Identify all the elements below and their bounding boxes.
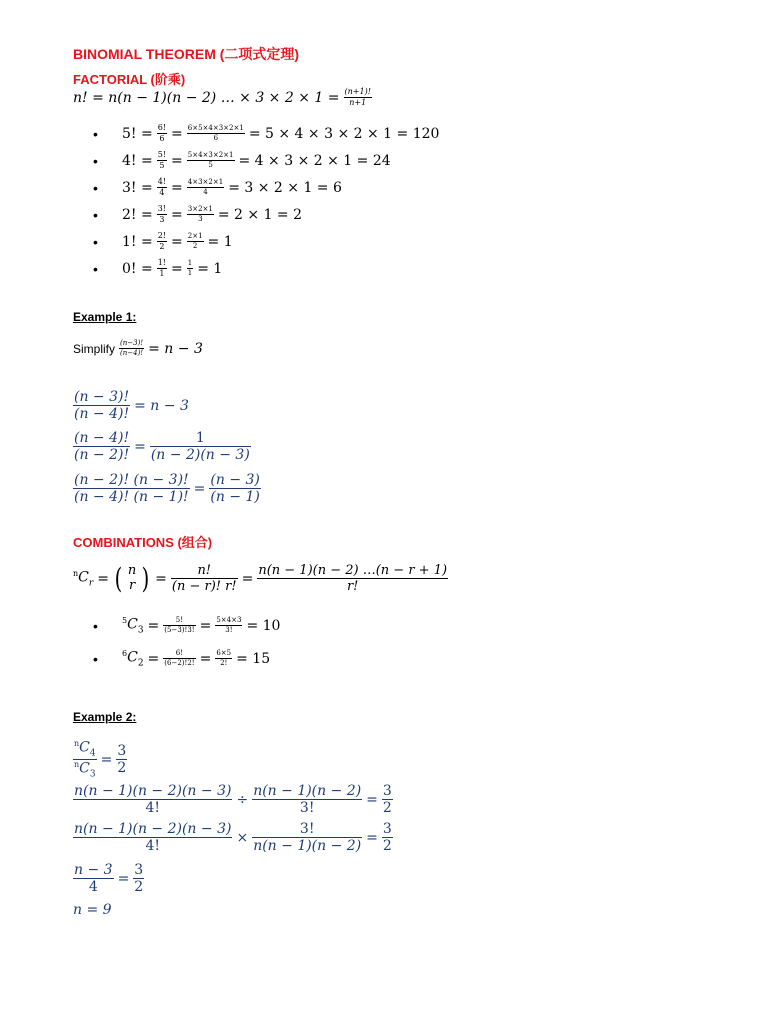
combination-symbol: $^6C_2$ <box>122 649 144 669</box>
factorial-item-rhs: = 3 × 2 × 1 = 6 <box>228 179 342 196</box>
comb-def-c: C <box>78 569 89 586</box>
ex2-l3-rnum: 3 <box>382 821 392 837</box>
fraction-den: 2! <box>220 659 228 668</box>
factorial-item <box>93 259 222 278</box>
ex2-l2-rden: 2 <box>382 800 392 816</box>
bullet: • <box>93 233 98 250</box>
ex1-l3-rnum: (n − 3) <box>210 472 260 488</box>
factorial-definition <box>73 88 372 107</box>
comb-def-eq1: = <box>97 570 109 587</box>
factorial-item-rhs: = 1 <box>197 260 223 277</box>
ex2-l1-rfraction <box>116 744 127 775</box>
comb-def-sub: r <box>88 578 94 589</box>
fraction-num: 3! <box>157 204 167 213</box>
factorial-item-lhs: 1! = <box>122 233 153 250</box>
factorial-item-lhs: 3! = <box>122 179 153 196</box>
ex2-l4-den: 4 <box>88 879 98 895</box>
example2-line2 <box>73 784 393 815</box>
ex1-l2-rfraction <box>150 431 251 462</box>
factorial-item <box>93 124 439 143</box>
fraction-den: 3! <box>225 626 233 635</box>
factorial-item-lhs: 4! = <box>122 152 153 169</box>
fraction-den: 3 <box>198 215 203 223</box>
ex2-l2-a-num: n(n − 1)(n − 2)(n − 3) <box>74 783 232 799</box>
fraction-den: 4 <box>159 188 165 197</box>
combination-item <box>93 649 270 668</box>
ex2-l2-rnum: 3 <box>382 783 392 799</box>
ex2-l4-rden: 2 <box>134 879 144 895</box>
equals-sign: = <box>171 260 183 277</box>
simplify-rhs: = n − 3 <box>148 340 203 357</box>
ex2-l1-num <box>73 740 97 760</box>
example1-line2 <box>73 431 251 462</box>
factorial-item-fraction2 <box>187 125 245 142</box>
ex1-l3-rfraction <box>209 473 260 504</box>
combination-fraction2 <box>215 650 232 667</box>
ex2-l1-rden: 2 <box>117 760 127 777</box>
page-title: BINOMIAL THEOREM (二项式定理) <box>73 46 300 62</box>
ex2-l4-fraction <box>73 863 114 894</box>
bullet: • <box>93 179 98 196</box>
equals-sign: = <box>171 233 183 250</box>
factorial-def-fraction <box>344 88 372 107</box>
factorial-def-num: (n+1)! <box>344 87 371 96</box>
factorial-item-fraction1 <box>157 151 167 170</box>
fraction-den: 1 <box>159 269 165 278</box>
ex2-l2-eq: = <box>366 791 378 808</box>
combination-sup: 6 <box>122 649 128 658</box>
binom-open-paren: ( <box>114 561 123 595</box>
ex2-l2-rfraction <box>382 784 393 815</box>
comb-def-fraction2 <box>257 564 448 593</box>
example2-line4 <box>73 863 144 894</box>
ex2-l4-rfraction <box>133 863 144 894</box>
ex2-l3-a-den: 4! <box>145 838 160 854</box>
factorial-item-rhs: = 5 × 4 × 3 × 2 × 1 = 120 <box>248 125 440 142</box>
example1-line3 <box>73 473 261 504</box>
comb-def-f1-num: n! <box>171 564 238 579</box>
bullet: • <box>93 617 98 634</box>
factorial-item-fraction1 <box>157 178 167 197</box>
fraction-num: 1 <box>187 259 193 267</box>
simplify-fraction <box>119 340 144 357</box>
factorial-item-rhs: = 1 <box>207 233 233 250</box>
ex1-l3-num: (n − 2)! (n − 3)! <box>74 472 189 488</box>
factorial-item-fraction1 <box>157 124 167 143</box>
ex1-l2-num: (n − 4)! <box>74 430 130 446</box>
bullet: • <box>93 152 98 169</box>
comb-def-sup: n <box>73 568 79 578</box>
ex2-l3-a-num: n(n − 1)(n − 2)(n − 3) <box>74 821 232 837</box>
fraction-den: 3 <box>159 215 165 224</box>
ex2-l2-a-den: 4! <box>145 800 160 816</box>
ex2-l1-fraction <box>73 740 97 780</box>
fraction-den: 2 <box>192 242 198 250</box>
ex1-l3-rden: (n − 1) <box>210 489 260 505</box>
equals-sign: = <box>171 152 183 169</box>
combination-symbol: $^5C_3$ <box>122 616 144 636</box>
factorial-item-rhs: = 4 × 3 × 2 × 1 = 24 <box>238 152 391 169</box>
factorial-item-lhs: 2! = <box>122 206 153 223</box>
ex2-l2-b-num: n(n − 1)(n − 2) <box>253 783 362 799</box>
ex2-l2-fraction-b <box>252 784 362 815</box>
factorial-item-lhs: 5! = <box>122 125 153 142</box>
ex2-l2-fraction-a <box>73 784 232 815</box>
binom-bottom: r <box>128 577 136 593</box>
ex2-l4-rnum: 3 <box>134 862 144 878</box>
ex1-l1-num: (n − 3)! <box>74 389 130 405</box>
combination-fraction1 <box>163 617 195 634</box>
ex2-l4-num: n − 3 <box>74 862 113 878</box>
factorial-def-den: n+1 <box>349 98 367 107</box>
combination-rhs: = 10 <box>246 617 281 634</box>
ex2-l2-op: ÷ <box>236 791 249 808</box>
ex2-l1-den-c: C <box>79 761 90 778</box>
combination-item <box>93 616 280 635</box>
example1-line1 <box>73 390 189 421</box>
ex2-l3-rden: 2 <box>382 838 392 854</box>
bullet: • <box>93 650 98 667</box>
equals-sign: = <box>171 206 183 223</box>
ex2-l3-fraction-a <box>73 822 232 853</box>
ex2-l1-num-c: C <box>79 739 90 756</box>
example2-line3 <box>73 822 393 853</box>
fraction-num: 2! <box>157 231 167 240</box>
combination-fraction2 <box>215 617 242 634</box>
fraction-den: 6 <box>159 134 165 143</box>
fraction-num: 6×5 <box>216 649 232 658</box>
ex2-l1-num-sup: n <box>74 739 80 748</box>
factorial-item <box>93 178 342 197</box>
factorial-item <box>93 151 391 170</box>
ex1-l1-rhs: = n − 3 <box>134 397 189 414</box>
fraction-den: 5 <box>159 161 165 170</box>
ex2-l3-fraction-b <box>252 822 362 853</box>
equals-sign: = <box>199 617 212 634</box>
comb-def-lhs <box>73 569 93 588</box>
fraction-num: 6! <box>163 650 195 659</box>
ex2-l1-eq: = <box>100 751 113 768</box>
bullet: • <box>93 125 98 142</box>
fraction-num: 4! <box>157 177 167 186</box>
comb-def-fraction1 <box>171 564 238 593</box>
simplify-num: (n−3)! <box>120 339 144 347</box>
combinations-heading: COMBINATIONS (组合) <box>73 535 213 550</box>
fraction-den: 1 <box>187 269 193 277</box>
equals-sign: = <box>171 179 183 196</box>
ex2-l3-rfraction <box>382 822 393 853</box>
combination-rhs: = 15 <box>236 650 271 667</box>
bullet: • <box>93 260 98 277</box>
fraction-num: 5! <box>157 150 167 159</box>
equals-sign: = <box>147 650 160 667</box>
example1-simplify <box>73 340 203 357</box>
ex1-l2-rnum: 1 <box>150 431 251 447</box>
simplify-label: Simplify <box>73 341 116 356</box>
ex1-l3-fraction <box>73 473 190 504</box>
ex2-l4-eq: = <box>117 870 130 887</box>
factorial-item <box>93 205 302 224</box>
equals-sign: = <box>147 617 160 634</box>
factorial-item-fraction1 <box>157 232 167 251</box>
fraction-den: 2 <box>159 242 165 251</box>
combinations-definition <box>73 561 448 595</box>
simplify-den: (n−4)! <box>120 349 144 357</box>
factorial-item-rhs: = 2 × 1 = 2 <box>217 206 303 223</box>
ex1-l2-fraction <box>73 431 130 462</box>
ex1-l1-den: (n − 4)! <box>74 406 130 422</box>
fraction-den: 6 <box>213 134 219 142</box>
binom-stack <box>128 564 136 593</box>
comb-def-f2-num: n(n − 1)(n − 2) …(n − r + 1) <box>258 563 448 578</box>
factorial-item-fraction2 <box>187 260 193 277</box>
binom-close-paren: ) <box>141 561 150 595</box>
fraction-num: 1! <box>157 258 167 267</box>
factorial-item-fraction2 <box>187 152 235 169</box>
fraction-num: 6×5×4×3×2×1 <box>187 124 244 132</box>
binom-top: n <box>127 563 137 579</box>
ex2-l3-op: × <box>236 829 249 846</box>
factorial-def-lhs: n! = n(n − 1)(n − 2) … × 3 × 2 × 1 = <box>73 89 340 106</box>
fraction-den: (6−2)!2! <box>164 659 195 668</box>
example2-line5 <box>73 902 112 918</box>
comb-def-eq3: = <box>241 570 254 587</box>
fraction-num: 6! <box>157 123 167 132</box>
comb-def-f1-den: (n − r)! r! <box>171 579 237 594</box>
ex2-l1-num-sub: 4 <box>89 748 96 759</box>
bullet: • <box>93 206 98 223</box>
factorial-item-fraction2 <box>187 206 214 223</box>
ex2-l1-den <box>73 760 97 779</box>
factorial-item-fraction2 <box>187 233 204 250</box>
ex1-l1-fraction <box>73 390 130 421</box>
example1-heading: Example 1: <box>73 310 137 324</box>
combination-sub: 2 <box>137 658 144 669</box>
factorial-item-fraction1 <box>157 259 167 278</box>
equals-sign: = <box>171 125 183 142</box>
ex2-l2-b-den: 3! <box>299 800 315 816</box>
example2-heading: Example 2: <box>73 710 137 724</box>
example2-line1 <box>73 740 127 780</box>
ex1-l3-eq: = <box>193 480 206 497</box>
fraction-den: 4 <box>203 188 208 196</box>
ex1-l3-den: (n − 4)! (n − 1)! <box>74 489 189 505</box>
factorial-heading: FACTORIAL (阶乘) <box>73 72 186 87</box>
combination-sup: 5 <box>122 616 128 625</box>
combination-fraction1 <box>163 650 195 667</box>
equals-sign: = <box>199 650 212 667</box>
fraction-den: 5 <box>208 161 213 169</box>
fraction-num: 4×3×2×1 <box>187 178 224 186</box>
ex1-l2-rden: (n − 2)(n − 3) <box>150 447 250 463</box>
factorial-item-fraction2 <box>187 179 224 196</box>
fraction-num: 3×2×1 <box>187 205 213 213</box>
ex2-l3-b-num: 3! <box>252 822 362 838</box>
fraction-den: (5−3)!3! <box>164 626 195 635</box>
factorial-item-lhs: 0! = <box>122 260 153 277</box>
combination-sub: 3 <box>137 625 144 636</box>
ex2-answer: n = 9 <box>73 902 112 918</box>
ex2-l3-eq: = <box>366 829 378 846</box>
fraction-num: 5! <box>163 617 195 626</box>
fraction-num: 5×4×3 <box>216 616 242 625</box>
comb-def-f2-den: r! <box>346 579 359 594</box>
comb-def-eq2: = <box>155 570 167 587</box>
factorial-item-fraction1 <box>157 205 167 224</box>
fraction-num: 5×4×3×2×1 <box>187 151 234 159</box>
factorial-item <box>93 232 233 251</box>
ex2-l1-rnum: 3 <box>117 743 127 760</box>
ex2-l1-den-sub: 3 <box>89 769 96 780</box>
ex1-l2-eq: = <box>134 438 146 455</box>
fraction-num: 2×1 <box>187 232 203 240</box>
ex2-l1-den-sup: n <box>74 760 80 770</box>
ex2-l3-b-den: n(n − 1)(n − 2) <box>253 838 362 854</box>
ex1-l2-den: (n − 2)! <box>74 447 130 463</box>
